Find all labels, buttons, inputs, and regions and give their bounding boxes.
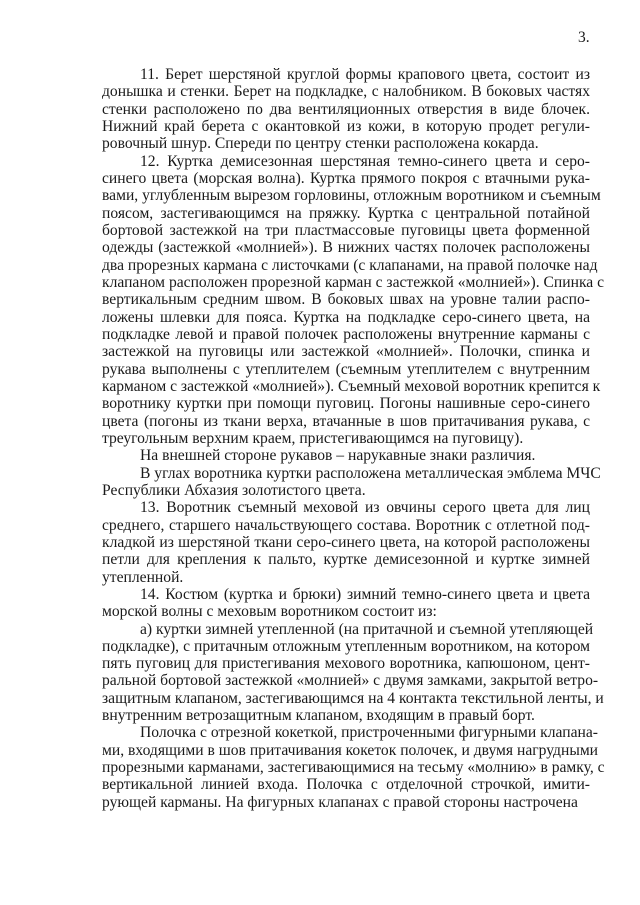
paragraph	[102, 66, 590, 153]
text-line: внутренним ветрозащитным клапаном, входящим в правый борт.	[102, 707, 535, 725]
text-line: подкладке), с притачным отложным утепленным воротником, на котором	[102, 637, 590, 655]
text-line: В углах воротника куртки расположена металлическая эмблема МЧС	[140, 464, 601, 482]
text-line: петли для крепления к пальто, куртке демисезонной и куртке зимней	[102, 551, 590, 569]
text-line: рующей карманы. На фигурных клапанах с правой стороны настрочена	[102, 793, 578, 811]
text-line: ложены шлевки для пояса. Куртка на подкладке серо-синего цвета, на	[102, 308, 590, 326]
text-line: синего цвета (морская волна). Куртка прямого покроя с втачными рука-	[102, 169, 590, 187]
paragraph	[102, 447, 590, 464]
text-line: одежды (застежкой «молнией»). В нижних частях полочек расположены	[102, 239, 590, 257]
text-line: 11. Берет шерстяной круглой формы крапового цвета, состоит из	[140, 66, 590, 83]
text-line: защитным клапаном, застегивающимся на 4 контакта текстильной ленты, и	[102, 689, 604, 707]
text-line: рукава выполнены с утеплителем (съемным утеплителем с внутренним	[102, 360, 590, 378]
text-line: подкладке левой и правой полочек расположены внутренние карманы с	[102, 325, 590, 343]
page-number: 3.	[578, 29, 590, 46]
text-line: вертикальной линией входа. Полочка с отделочной строчкой, имити-	[102, 776, 590, 794]
text-line: застежкой на пуговицы или застежкой «молнией». Полочки, спинка и	[102, 343, 590, 361]
text-line: Нижний край берета с окантовкой из кожи, в которую продет регули-	[102, 117, 590, 135]
paragraph	[102, 724, 605, 811]
text-line: треугольным верхним краем, пристегивающимся на пуговицу).	[102, 429, 524, 447]
text-line: карманом с застежкой «молнией»). Съемный меховой воротник крепится к	[102, 377, 601, 395]
paragraph	[102, 499, 590, 586]
text-line: среднего, старшего начальствующего состава. Воротник с отлетной под-	[102, 516, 590, 534]
paragraph	[102, 152, 605, 448]
paragraph	[102, 586, 590, 621]
text-line: а) куртки зимней утепленной (на притачной и съемной утепляющей	[140, 620, 594, 638]
text-line: Республики Абхазия золотистого цвета.	[102, 481, 366, 499]
text-line: ми, входящими в шов притачивания кокеток полочек, и двумя нагрудными	[102, 741, 599, 759]
text-line: 12. Куртка демисезонная шерстяная темно-синего цвета и серо-	[140, 152, 590, 170]
text-line: стенки расположено по два вентиляционных отверстия в виде блочек.	[102, 100, 590, 118]
text-line: морской волны с меховым воротником состоит из:	[102, 603, 437, 621]
text-line: клапаном расположен прорезной карман с застежкой «молнией»). Спинка с	[102, 273, 605, 291]
paragraph	[102, 620, 604, 725]
text-line: пять пуговиц для пристегивания мехового воротника, капюшоном, цент-	[102, 655, 590, 673]
text-line: Полочка с отрезной кокеткой, пристроченными фигурными клапана-	[140, 724, 598, 742]
text-line: ральной бортовой застежкой «молнией» с двумя замками, закрытой ветро-	[102, 672, 599, 690]
text-line: цвета (погоны из ткани верха, втачанные в шов притачивания рукава, с	[102, 412, 590, 430]
text-line: На внешней стороне рукавов – нарукавные знаки различия.	[140, 447, 536, 465]
text-line: бортовой застежкой на три пластмассовые пуговицы цвета форменной	[102, 221, 590, 239]
text-line: 13. Воротник съемный меховой из овчины серого цвета для лиц	[140, 499, 590, 517]
text-line: два прорезных кармана с листочками (с клапанами, на правой полочке над	[102, 256, 598, 274]
text-line: 14. Костюм (куртка и брюки) зимний темно-синего цвета и цвета	[140, 585, 590, 603]
text-line: поясом, застегивающимся на пряжку. Куртка с центральной потайной	[102, 204, 590, 222]
text-line: кладкой из шерстяной ткани серо-синего цвета, на которой расположены	[102, 533, 590, 551]
paragraph	[102, 464, 601, 500]
text-line: прорезными карманами, застегивающимися на тесьму «молнию» в рамку, с	[102, 759, 605, 777]
text-line: утепленной.	[102, 568, 184, 586]
text-line: вертикальным средним швом. В боковых швах на уровне талии распо-	[102, 291, 590, 309]
text-line: вами, углубленным вырезом горловины, отложным воротником и съемным	[102, 187, 601, 205]
text-line: воротнику куртки при помощи пуговиц. Погоны нашивные серо-синего	[102, 395, 590, 413]
text-line: ровочный шнур. Спереди по центру стенки расположена кокарда.	[102, 135, 539, 153]
text-line: донышка и стенки. Берет на подкладке, с налобником. В боковых частях	[102, 83, 590, 101]
document-body	[102, 66, 605, 811]
